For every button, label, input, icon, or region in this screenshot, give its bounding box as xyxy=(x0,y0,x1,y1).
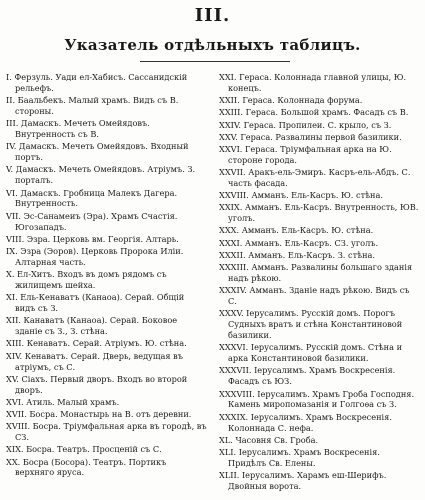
list-item: V. Дамаскъ. Мечеть Омейядовъ. Атріумъ. З. порталъ. xyxy=(6,164,196,186)
list-item: XXVII. Аракъ-ель-Эмиръ. Касръ-ель-Абдъ. С. часть фасада. xyxy=(219,167,411,188)
page-title: Указатель отдѣльныхъ таблицъ. xyxy=(64,36,361,54)
list-item: XI. Ель-Кенаватъ (Канаоа). Серай. Общій видъ съ З. xyxy=(6,292,185,314)
list-item: XXXVIII. Іерусалимъ. Храмъ Гроба Господня. Камень миропомазанія и Голгоѳа съ З. xyxy=(219,388,415,410)
list-item: XXV. Гераса. Развалины первой базилики. xyxy=(219,131,402,142)
list-item: VIII. Эзра. Церковь вм. Георгія. Алтарь. xyxy=(6,233,179,244)
list-item: XXXV. Іерусалимъ. Русскій домъ. Порогъ Судныхъ вратъ и стѣна Константиновой базилики. xyxy=(219,308,403,341)
list-item: II. Баальбекъ. Малый храмъ. Видъ съ В. стороны. xyxy=(6,95,179,117)
list-item: XLI. Іерусалимъ. Храмъ Воскресенія. Придѣлъ Св. Елены. xyxy=(219,446,380,468)
list-item: XXVI. Гераса. Тріумфальная арка на Ю. стороне города. xyxy=(219,143,392,165)
list-item: XL. Часовня Св. Гроба. xyxy=(219,434,319,445)
list-item: XXXI. Амманъ. Ель-Касръ. СЗ. уголъ. xyxy=(219,237,379,248)
list-item: XXI. Гераса. Колоннада главной улицы, Ю. конецъ. xyxy=(219,72,407,93)
list-item: XIX. Босра. Театръ. Просценій съ С. xyxy=(6,444,162,455)
list-item: XXIII. Гераса. Большой храмъ. Фасадъ съ В. xyxy=(219,107,409,118)
list-item: XXVIII. Амманъ. Ель-Касръ. Ю. стѣна. xyxy=(219,190,383,201)
list-item: XII. Канаватъ (Канаоа). Серай. Боковое зданіе съ З., З. стѣна. xyxy=(6,315,178,337)
list-item: XXXII. Амманъ. Ель-Касръ. З. стѣна. xyxy=(219,249,376,260)
list-item: XXXIX. Іерусалимъ. Храмъ Воскресенія. Колоннада С. нефа. xyxy=(219,411,392,433)
list-item: XIV. Кенаватъ. Серай. Дверь, ведущая въ атріумъ, съ С. xyxy=(6,350,184,372)
list-item: III. Дамаскъ. Мечеть Омейядовъ. Внутренность съ В. xyxy=(6,118,150,140)
list-item: X. Ел-Хитъ. Входъ въ домъ рядомъ съ жилищемъ шейха. xyxy=(6,269,167,290)
list-item: XXXVII. Іерусалимъ. Храмъ Воскресенія. Фасадъ съ ЮЗ. xyxy=(219,365,396,387)
title-rule xyxy=(140,61,290,62)
list-item: XXIX. Амманъ. Ель-Касръ. Внутренность, ЮВ. уголъ. xyxy=(219,202,419,224)
list-item: XLII. Іерусалимъ. Харамъ еш-Шерифъ. Двойныя ворота. xyxy=(219,470,387,491)
list-item: XX. Босра (Босора). Театръ. Портикъ верхняго яруса. xyxy=(6,456,167,478)
list-item: XXX. Амманъ. Ель-Касръ. Ю. стѣна. xyxy=(219,225,374,236)
list-item: XXXVI. Іерусалимъ. Русскій домъ. Стѣна и арка Константиновой базилики. xyxy=(219,342,403,364)
list-item: XVI. Атиль. Малый храмъ. xyxy=(6,396,120,407)
section-numeral: III. xyxy=(194,5,231,26)
list-item: XXIV. Гераса. Пропилеи. С. крыло, съ З. xyxy=(219,119,392,130)
list-item: IX. Эзра (Эоров). Церковь Пророка Иліи. Алтарная часть. xyxy=(6,245,184,267)
list-item: XXXIV. Амманъ. Зданіе надъ рѣкою. Видъ съ С. xyxy=(219,285,410,307)
right-column xyxy=(219,72,420,493)
list-item: XVII. Босра. Монастырь на В. отъ деревни. xyxy=(6,409,192,420)
list-item: XXXIII. Амманъ. Развалины большаго зданія надъ рѣкою. xyxy=(219,262,413,283)
list-item: I. Ферзуль. Уади ел-Хабисъ. Сассанидскій рельефъ. xyxy=(6,72,188,93)
list-item: VII. Эс-Санамеиъ (Эра). Храмъ Счастія. Югозападъ. xyxy=(6,210,178,232)
list-item: XXII. Гераса. Колоннада форума. xyxy=(219,95,363,106)
list-item: VI. Дамаскъ. Гробница Малекъ Дагера. Внутренность. xyxy=(6,187,178,209)
left-column xyxy=(6,72,207,480)
list-item: XVIII. Босра. Тріумфальная арка въ городѣ, въ СЗ. xyxy=(6,421,207,443)
list-item: XV. Сіахъ. Первый дворъ. Входъ во второй дворъ. xyxy=(6,373,188,395)
list-item: XIII. Кенаватъ. Серай. Атріумъ. Ю. стѣна. xyxy=(6,338,187,349)
list-item: IV. Дамаскъ. Мечеть Омейядовъ. Входный портъ. xyxy=(6,141,189,163)
